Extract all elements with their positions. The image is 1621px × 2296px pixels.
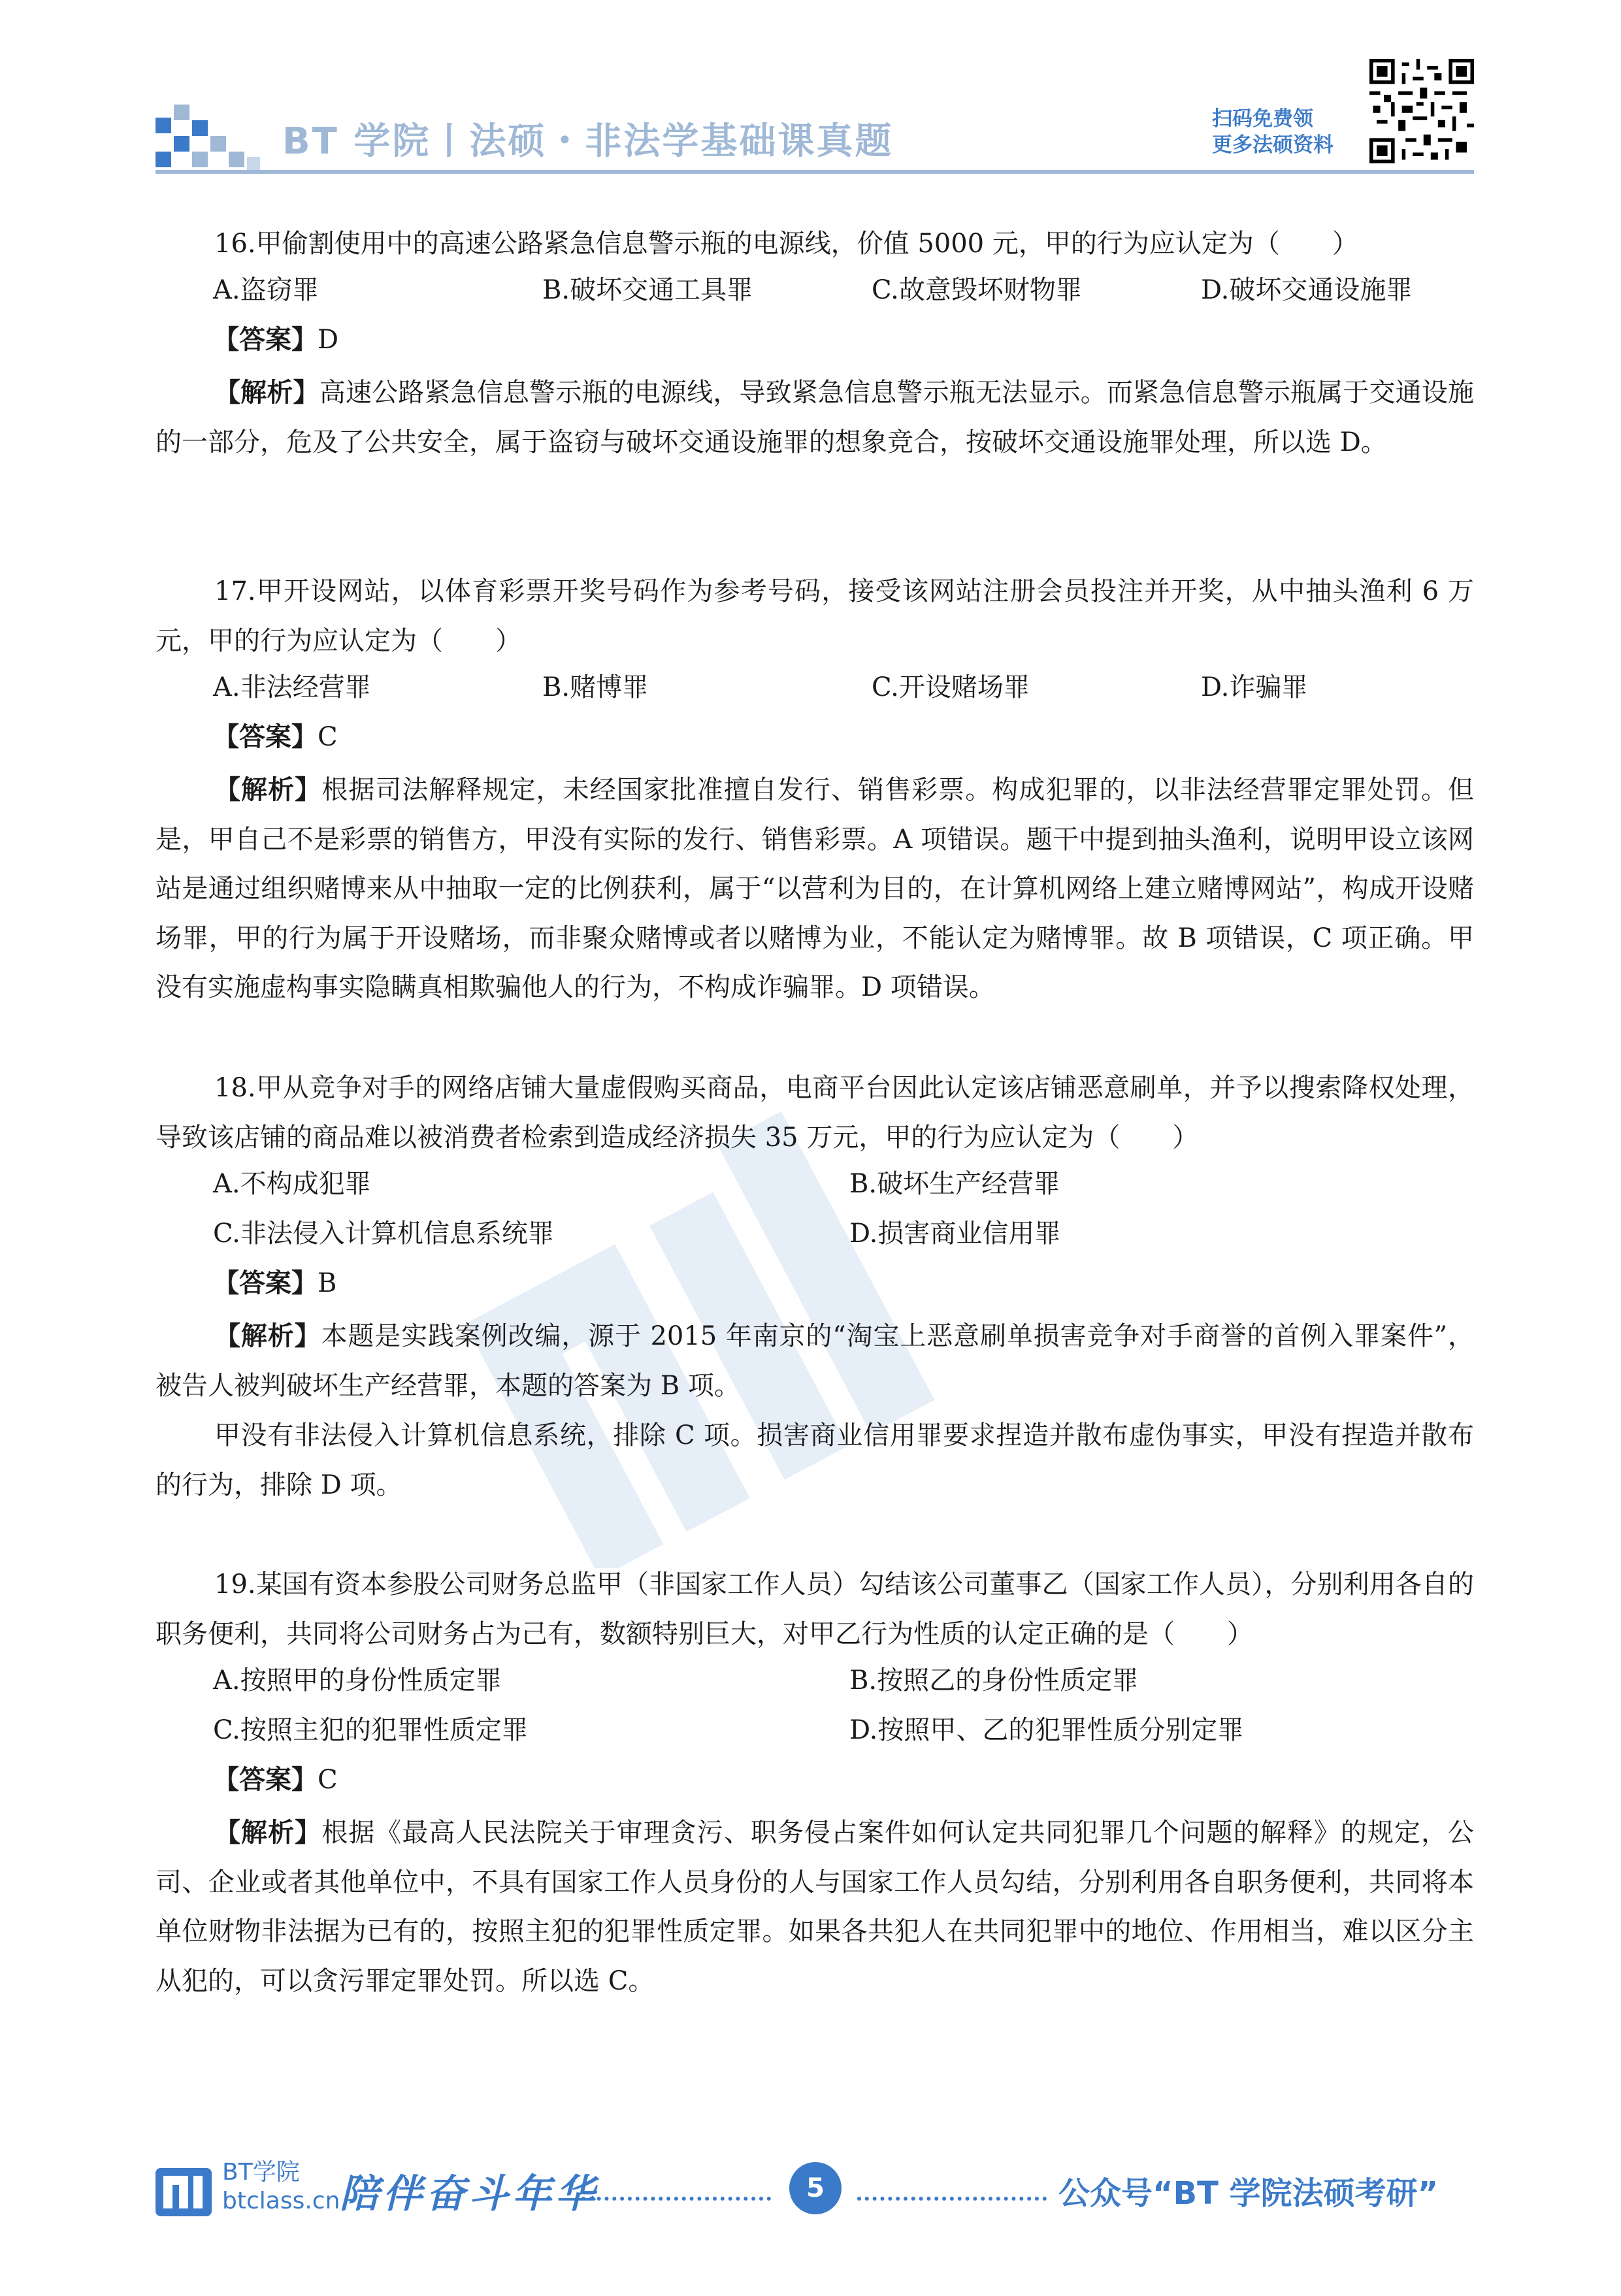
analysis-text: 根据《最高人民法院关于审理贪污、职务侵占案件如何认定共同犯罪几个问题的解释》的规定，公司、企业或者其他单位中，不具有国家工作人员身份的人与国家工作人员勾结，分别利用各自职务便利，共同将本单位财物非法据为已有的，按照主犯的犯罪性质定罪。如果各共犯人在共同犯罪中的地位、作用相当，难以区分主从犯的，可以贪污罪定罪处罚。所以选 C。 — [156, 1818, 1475, 1996]
promo-line-1: 扫码免费领 — [1212, 107, 1313, 131]
page-number: 5 — [789, 2162, 842, 2214]
question-17-answer — [213, 716, 338, 753]
question-16-option-b: B.破坏交通工具罪 — [542, 275, 753, 305]
qr-code[interactable] — [1369, 59, 1474, 163]
question-18-option-a: A.不构成犯罪 — [213, 1169, 371, 1199]
footer-dotted-line-right — [857, 2197, 1047, 2201]
footer-brand-url[interactable]: btclass.cn — [222, 2188, 340, 2214]
analysis-tag: 【解析】 — [214, 1321, 321, 1351]
footer-brand — [222, 2158, 340, 2216]
analysis-text: 高速公路紧急信息警示瓶的电源线，导致紧急信息警示瓶无法显示。而紧急信息警示瓶属于交通设施的一部分，危及了公共安全，属于盗窃与破坏交通设施罪的想象竞合，按破坏交通设施罪处理，所以选 D。 — [156, 378, 1475, 457]
question-17-analysis — [156, 766, 1474, 1013]
analysis-tag: 【解析】 — [214, 1818, 322, 1848]
question-17-option-c: C.开设赌场罪 — [872, 672, 1030, 702]
header-promo — [1212, 106, 1334, 158]
header-title: BT 学院丨法硕・非法学基础课真题 — [282, 120, 894, 163]
question-18-option-d: D.损害商业信用罪 — [849, 1219, 1061, 1249]
analysis-text: 根据司法解释规定，未经国家批准擅自发行、销售彩票。构成犯罪的，以非法经营罪定罪处罚。但是，甲自己不是彩票的销售方，甲没有实际的发行、销售彩票。A 项错误。题干中提到抽头渔利，说明甲设立该网站是通过组织赌博来从中抽取一定的比例获利，属于“以营利为目的，在计算机网络上建立赌博网站”，构成开设赌场罪，甲的行为属于开设赌场，而非聚众赌博或者以赌博为业，不能认定为赌博罪。故 B 项错误，C 项正确。甲没有实施虚构事实隐瞒真相欺骗他人的行为，不构成诈骗罪。D 项错误。 — [156, 775, 1475, 1002]
question-16-option-a: A.盗窃罪 — [213, 275, 319, 305]
question-18-analysis — [156, 1312, 1474, 1411]
question-19-analysis — [156, 1809, 1474, 2006]
answer-value: D — [318, 325, 339, 355]
footer-bt-logo-icon — [156, 2164, 212, 2220]
footer-slogan: 陪伴奋斗年华 — [340, 2171, 598, 2217]
footer-brand-name: BT学院 — [222, 2159, 300, 2186]
question-17-option-d: D.诈骗罪 — [1201, 672, 1308, 702]
footer-dotted-line-left — [581, 2197, 771, 2201]
question-18-stem: 18.甲从竞争对手的网络店铺大量虚假购买商品，电商平台因此认定该店铺恶意刷单，并予以搜索降权处理，导致该店铺的商品难以被消费者检索到造成经济损失 35 万元，甲的行为应认定为（ ） — [156, 1073, 1474, 1153]
question-16-answer — [213, 319, 338, 356]
answer-value: C — [318, 1765, 338, 1795]
brand-mosaic-logo — [156, 105, 267, 174]
answer-value: C — [318, 722, 338, 752]
question-16-option-d: D.破坏交通设施罪 — [1201, 275, 1413, 305]
footer-wechat: 公众号“BT 学院法硕考研” — [1058, 2175, 1439, 2212]
question-19-option-b: B.按照乙的身份性质定罪 — [849, 1665, 1139, 1696]
question-16-analysis — [156, 369, 1474, 467]
analysis-tag: 【解析】 — [214, 775, 322, 805]
question-16-stem: 16.甲偷割使用中的高速公路紧急信息警示瓶的电源线，价值 5000 元，甲的行为应认定为（ ） — [214, 229, 1358, 259]
question-19-answer — [213, 1759, 338, 1796]
question-17-option-b: B.赌博罪 — [542, 672, 649, 702]
question-19-option-a: A.按照甲的身份性质定罪 — [213, 1665, 502, 1696]
promo-line-2: 更多法硕资料 — [1212, 133, 1334, 157]
answer-tag: 【答案】 — [213, 1765, 318, 1795]
question-18-answer — [213, 1262, 336, 1300]
answer-tag: 【答案】 — [213, 325, 318, 355]
question-18-option-c: C.非法侵入计算机信息系统罪 — [213, 1219, 554, 1249]
question-19-option-d: D.按照甲、乙的犯罪性质分别定罪 — [849, 1715, 1244, 1745]
question-19-option-c: C.按照主犯的犯罪性质定罪 — [213, 1715, 528, 1745]
answer-tag: 【答案】 — [213, 1268, 318, 1298]
header-rule — [156, 170, 1474, 174]
question-17-option-a: A.非法经营罪 — [213, 672, 371, 702]
question-19-stem: 19.某国有资本参股公司财务总监甲（非国家工作人员）勾结该公司董事乙（国家工作人员），分别利用各自的职务便利，共同将公司财务占为己有，数额特别巨大，对甲乙行为性质的认定正确的是（ ） — [156, 1569, 1474, 1649]
analysis-text: 本题是实践案例改编，源于 2015 年南京的“淘宝上恶意刷单损害竞争对手商誉的首例入罪案件”，被告人被判破坏生产经营罪，本题的答案为 B 项。 — [156, 1321, 1475, 1401]
answer-tag: 【答案】 — [213, 722, 318, 752]
question-16-option-c: C.故意毁坏财物罪 — [872, 275, 1082, 305]
question-17-stem: 17.甲开设网站，以体育彩票开奖号码作为参考号码，接受该网站注册会员投注并开奖，从中抽头渔利 6 万元，甲的行为应认定为（ ） — [156, 576, 1474, 656]
question-18-option-b: B.破坏生产经营罪 — [849, 1169, 1060, 1199]
answer-value: B — [318, 1268, 337, 1298]
question-18-analysis-2: 甲没有非法侵入计算机信息系统，排除 C 项。损害商业信用罪要求捏造并散布虚伪事实，甲没有捏造并散布的行为，排除 D 项。 — [156, 1420, 1474, 1500]
analysis-tag: 【解析】 — [214, 378, 319, 408]
